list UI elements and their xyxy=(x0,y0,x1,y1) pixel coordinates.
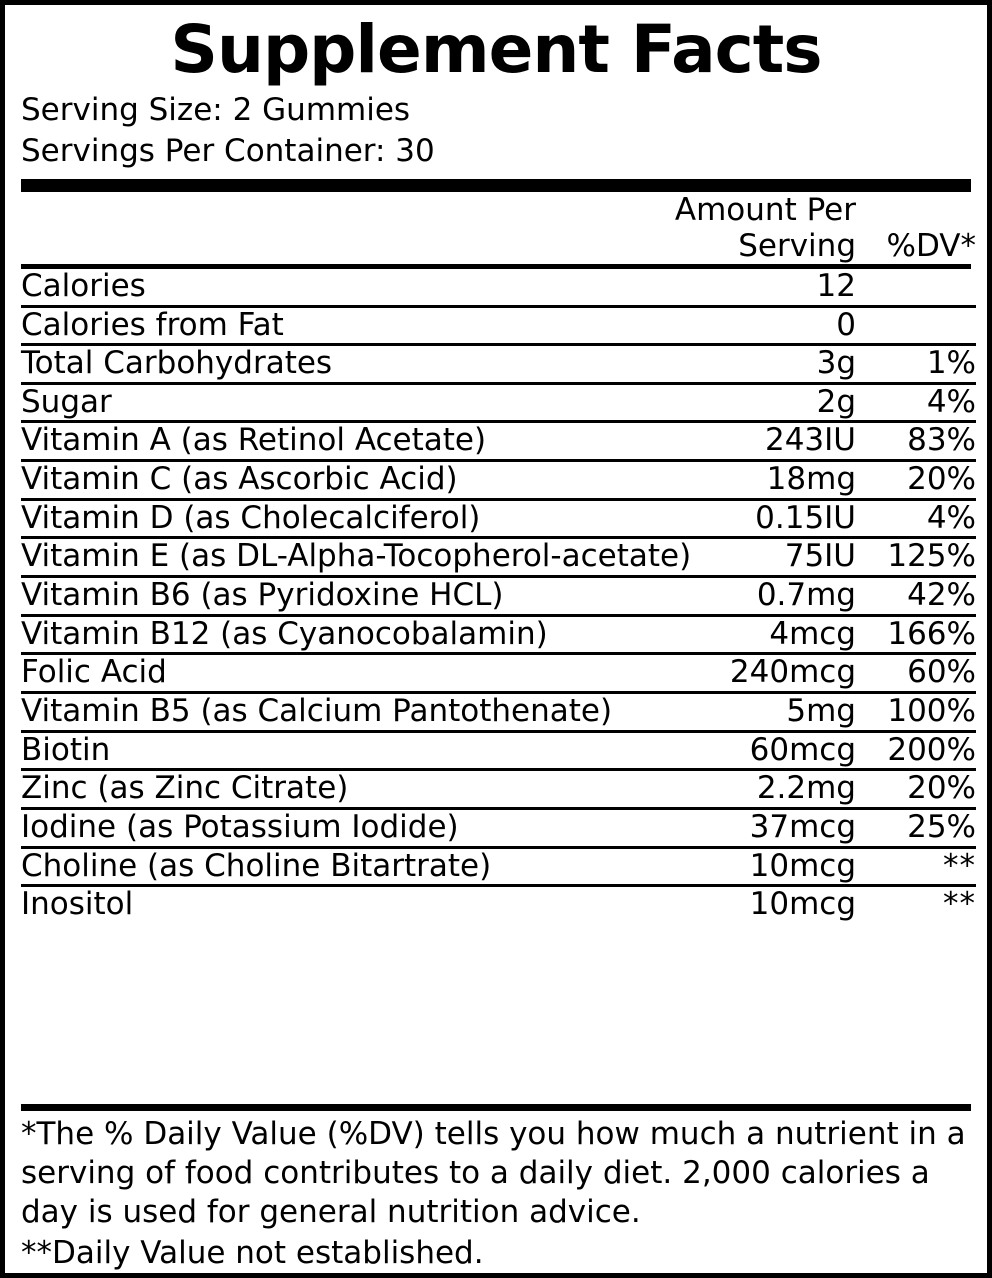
table-row xyxy=(21,731,976,770)
table-row xyxy=(21,461,976,500)
nutrient-daily-value: 125% xyxy=(856,538,976,577)
nutrient-amount: 0.15IU xyxy=(641,499,856,538)
nutrient-amount: 3g xyxy=(641,345,856,384)
nutrient-name: Vitamin E (as DL-Alpha-Tocopherol-acetate) xyxy=(21,538,641,577)
nutrient-name: Vitamin B5 (as Calcium Pantothenate) xyxy=(21,692,641,731)
servings-per-container: Servings Per Container: 30 xyxy=(21,132,435,169)
nutrient-amount: 10mcg xyxy=(641,847,856,886)
nutrient-daily-value: 1% xyxy=(856,345,976,384)
nutrient-amount: 18mg xyxy=(641,461,856,500)
nutrient-daily-value: 42% xyxy=(856,577,976,616)
nutrient-amount: 4mcg xyxy=(641,615,856,654)
nutrient-name: Total Carbohydrates xyxy=(21,345,641,384)
nutrient-daily-value: 20% xyxy=(856,770,976,809)
table-row xyxy=(21,383,976,422)
nutrient-amount: 75IU xyxy=(641,538,856,577)
table-row xyxy=(21,422,976,461)
nutrient-amount: 240mcg xyxy=(641,654,856,693)
table-row xyxy=(21,345,976,384)
table-row xyxy=(21,577,976,616)
nutrient-amount: 5mg xyxy=(641,692,856,731)
nutrient-amount: 243IU xyxy=(641,422,856,461)
daily-value-footnote: *The % Daily Value (%DV) tells you how much a nutrient in a serving of food contributes to a daily diet. 2,000 calories a day is used for general nutrition advice. xyxy=(21,1115,966,1230)
nutrient-amount: 2g xyxy=(641,383,856,422)
nutrient-name: Vitamin B12 (as Cyanocobalamin) xyxy=(21,615,641,654)
table-header-row xyxy=(21,192,976,264)
nutrient-daily-value: 200% xyxy=(856,731,976,770)
nutrient-amount: 37mcg xyxy=(641,808,856,847)
nutrient-name: Vitamin B6 (as Pyridoxine HCL) xyxy=(21,577,641,616)
nutrient-daily-value: ** xyxy=(856,886,976,923)
not-established-footnote: **Daily Value not established. xyxy=(21,1234,484,1271)
nutrient-amount: 12 xyxy=(816,267,856,304)
nutrient-daily-value xyxy=(856,306,976,345)
nutrient-daily-value: 25% xyxy=(856,808,976,847)
nutrient-amount: 0 xyxy=(641,306,856,345)
nutrient-daily-value: 166% xyxy=(856,615,976,654)
table-row xyxy=(21,538,976,577)
nutrient-amount: 60mcg xyxy=(641,731,856,770)
nutrient-name: Sugar xyxy=(21,383,641,422)
nutrient-name: Vitamin C (as Ascorbic Acid) xyxy=(21,461,641,500)
nutrient-name: Vitamin D (as Cholecalciferol) xyxy=(21,499,641,538)
table-row xyxy=(21,269,976,306)
column-header-amount: Amount Per Serving xyxy=(674,191,856,264)
nutrient-daily-value: 4% xyxy=(856,383,976,422)
column-header-name xyxy=(21,192,641,264)
footnote-section xyxy=(21,1104,971,1273)
serving-size: Serving Size: 2 Gummies xyxy=(21,92,411,129)
table-row xyxy=(21,847,976,886)
nutrient-daily-value: ** xyxy=(856,847,976,886)
nutrient-amount: 2.2mg xyxy=(641,770,856,809)
nutrition-table xyxy=(21,192,976,264)
nutrient-name: Vitamin A (as Retinol Acetate) xyxy=(21,422,641,461)
nutrient-daily-value: 20% xyxy=(856,461,976,500)
nutrient-name: Calories xyxy=(21,267,146,304)
table-row xyxy=(21,886,976,923)
table-row xyxy=(21,499,976,538)
nutrient-name: Biotin xyxy=(21,731,641,770)
nutrient-name: Calories from Fat xyxy=(21,306,641,345)
table-row xyxy=(21,615,976,654)
nutrient-name: Choline (as Choline Bitartrate) xyxy=(21,847,641,886)
nutrient-amount: 10mcg xyxy=(641,886,856,923)
divider-thick-top xyxy=(21,179,971,192)
table-row xyxy=(21,654,976,693)
column-header-dv: %DV* xyxy=(886,227,976,264)
nutrient-name: Folic Acid xyxy=(21,654,641,693)
nutrition-rows xyxy=(21,269,976,923)
table-row xyxy=(21,306,976,345)
table-row xyxy=(21,808,976,847)
layout-spacer xyxy=(21,923,971,1104)
page-title: Supplement Facts xyxy=(170,11,822,88)
table-row xyxy=(21,692,976,731)
nutrient-name: Zinc (as Zinc Citrate) xyxy=(21,770,641,809)
nutrient-daily-value: 60% xyxy=(856,654,976,693)
nutrient-name: Inositol xyxy=(21,886,641,923)
nutrient-name: Iodine (as Potassium Iodide) xyxy=(21,808,641,847)
table-row xyxy=(21,770,976,809)
nutrient-daily-value: 100% xyxy=(856,692,976,731)
nutrient-daily-value xyxy=(856,269,976,306)
nutrient-daily-value: 83% xyxy=(856,422,976,461)
nutrient-daily-value: 4% xyxy=(856,499,976,538)
nutrient-amount: 0.7mg xyxy=(641,577,856,616)
